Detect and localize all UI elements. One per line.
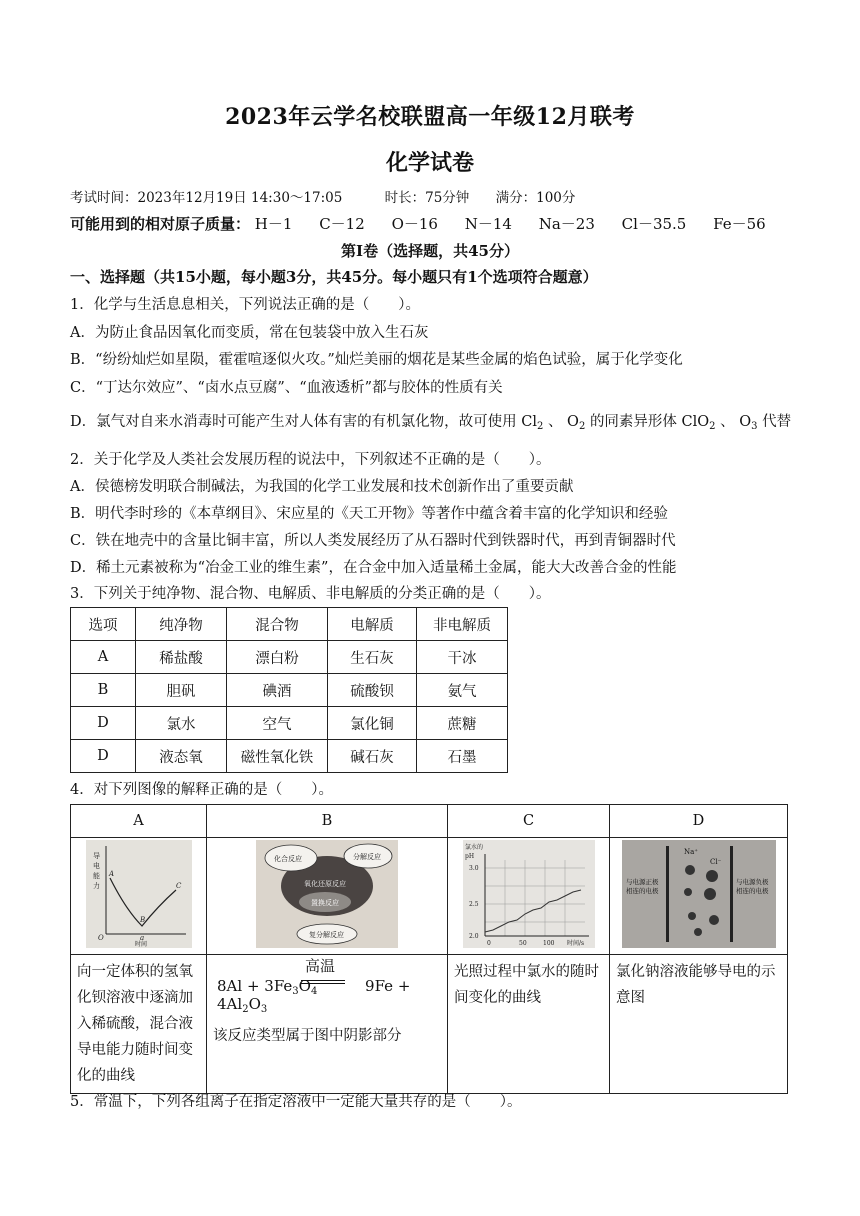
chlorine-water-ph-figure bbox=[463, 840, 595, 948]
mass-na: Na－23 bbox=[538, 215, 595, 233]
image-row bbox=[71, 838, 788, 955]
image-table bbox=[70, 804, 788, 1094]
mass-h: H－1 bbox=[254, 215, 293, 233]
mass-n: N－14 bbox=[464, 215, 512, 233]
table-cell: 石墨 bbox=[417, 740, 508, 773]
fig-a-label-a: A bbox=[108, 870, 114, 878]
mass-o: O－16 bbox=[391, 215, 438, 233]
fig-a-label-a-tick: a bbox=[139, 934, 144, 942]
fig-d-na-label: Na⁺ bbox=[683, 848, 698, 856]
table-header-cell: 电解质 bbox=[328, 608, 417, 641]
q2-option-b: B．明代李时珍的《本草纲目》、宋应星的《天工开物》等著作中蕴含着丰富的化学知识和经验 bbox=[70, 506, 668, 522]
fig-a-xlabel: 时间 bbox=[134, 941, 147, 948]
table-cell: 液态氧 bbox=[136, 740, 227, 773]
atomic-masses-label: 可能用到的相对原子质量： bbox=[70, 215, 251, 233]
fig-d-cl-ion bbox=[706, 870, 718, 882]
table-row bbox=[71, 740, 508, 773]
fig-d-right-label-1: 与电源负极 bbox=[735, 878, 768, 886]
mass-cl: Cl－35.5 bbox=[621, 215, 687, 233]
exam-duration: 时长：75分钟 bbox=[384, 190, 470, 206]
fig-b-label-decomposition: 分解反应 bbox=[353, 853, 381, 861]
q2-option-c: C．铁在地壳中的含量比铜丰富，所以人类发展经历了从石器时代到铁器时代，再到青铜器时代 bbox=[70, 533, 676, 549]
caption-b-note: 该反应类型属于图中阴影部分 bbox=[213, 1028, 402, 1044]
fig-b-label-double-displacement: 复分解反应 bbox=[309, 931, 344, 939]
table-cell: 磁性氧化铁 bbox=[227, 740, 328, 773]
condition-high-temp: 高温 bbox=[305, 957, 336, 975]
fig-a-ylabel-3: 能 bbox=[92, 872, 100, 880]
fig-c-ytick: 2.0 bbox=[468, 933, 479, 940]
table-cell: 胆矾 bbox=[136, 674, 227, 707]
table-cell: 空气 bbox=[227, 707, 328, 740]
fig-a-label-c: C bbox=[175, 882, 181, 890]
exam-time: 考试时间：2023年12月19日 14:30～17:05 bbox=[70, 190, 343, 206]
exam-title: 2023年云学名校联盟高一年级12月联考 bbox=[225, 104, 635, 130]
fig-d-left-label-2: 相连的电极 bbox=[625, 887, 658, 895]
caption-b-equation: 高温 $8Al + 3Fe_3O_4$ $9Fe + 4Al_2O_3$ bbox=[217, 957, 411, 1015]
fig-d-cl-ion bbox=[704, 888, 716, 900]
col-header-b: B bbox=[207, 805, 448, 838]
table-cell: 漂白粉 bbox=[227, 641, 328, 674]
atomic-masses bbox=[70, 214, 800, 234]
col-header-c: C bbox=[448, 805, 610, 838]
caption-row bbox=[71, 955, 788, 1094]
q1-option-d: D．氯气对自来水消毒时可能产生对人体有害的有机氯化物，故可使用 $Cl_2$ 、 $O_2$ 的同素异形体 ClO$_2$ 、 $O_3$ 代替 bbox=[70, 414, 792, 432]
fig-d-na-ion bbox=[688, 912, 696, 920]
electrolysis-figure bbox=[622, 840, 776, 948]
table-cell: B bbox=[71, 674, 136, 707]
q5-stem: 5．常温下，下列各组离子在指定溶液中一定能大量共存的是（ ）。 bbox=[70, 1094, 522, 1110]
part-title: 第Ⅰ卷（选择题，共45分） bbox=[341, 242, 519, 260]
fig-a-ylabel-4: 力 bbox=[92, 882, 100, 890]
table-header-cell: 非电解质 bbox=[417, 608, 508, 641]
fig-a-label-b: B bbox=[139, 916, 145, 924]
table-cell: 氯化铜 bbox=[328, 707, 417, 740]
fig-c-xtick: 时间/s bbox=[566, 940, 584, 947]
fig-c-xtick: 50 bbox=[518, 940, 527, 947]
table-cell: 蔗糖 bbox=[417, 707, 508, 740]
mass-fe: Fe－56 bbox=[713, 215, 766, 233]
table-cell: 碱石灰 bbox=[328, 740, 417, 773]
fig-b-label-redox: 氧化还原反应 bbox=[304, 880, 346, 888]
col-header-a: A bbox=[71, 805, 207, 838]
caption-c: 光照过程中氯水的随时间变化的曲线 bbox=[454, 964, 599, 1006]
q4-stem: 4．对下列图像的解释正确的是（ ）。 bbox=[70, 782, 333, 798]
q1-stem: 1．化学与生活息息相关，下列说法正确的是（ ）。 bbox=[70, 297, 420, 313]
mass-c: C－12 bbox=[319, 215, 365, 233]
table-header-cell: 选项 bbox=[71, 608, 136, 641]
table-cell: 干冰 bbox=[417, 641, 508, 674]
fig-d-cl-label: Cl⁻ bbox=[709, 858, 721, 866]
q2-option-a: A．侯德榜发明联合制碱法，为我国的化学工业发展和技术创新作出了重要贡献 bbox=[70, 479, 574, 495]
table-cell: 碘酒 bbox=[227, 674, 328, 707]
table-row bbox=[71, 674, 508, 707]
fig-b-label-displacement: 置换反应 bbox=[311, 899, 339, 907]
fig-c-ylabel-2: pH bbox=[464, 853, 474, 860]
fig-c-xtick: 0 bbox=[486, 940, 491, 947]
fig-c-ytick: 3.0 bbox=[468, 865, 479, 872]
caption-a: 向一定体积的氢氧化钡溶液中逐滴加入稀硫酸，混合液导电能力随时间变化的曲线 bbox=[77, 964, 193, 1084]
fig-b-label-combination: 化合反应 bbox=[274, 855, 302, 863]
col-header-d: D bbox=[610, 805, 788, 838]
image-table-header bbox=[71, 805, 788, 838]
fig-c-xtick: 100 bbox=[542, 940, 554, 947]
fig-a-ylabel-2: 电 bbox=[92, 862, 100, 870]
table-cell: 稀盐酸 bbox=[136, 641, 227, 674]
caption-d: 氯化钠溶液能够导电的示意图 bbox=[616, 964, 776, 1006]
fig-d-right-label-2: 相连的电极 bbox=[735, 887, 768, 895]
table-cell: 硫酸钡 bbox=[328, 674, 417, 707]
table-header-cell: 纯净物 bbox=[136, 608, 227, 641]
exam-subtitle: 化学试卷 bbox=[385, 150, 474, 176]
q3-stem: 3．下列关于纯净物、混合物、电解质、非电解质的分类正确的是（ ）。 bbox=[70, 586, 551, 602]
classification-table bbox=[70, 607, 508, 773]
fig-a-ylabel-1: 导 bbox=[92, 852, 100, 860]
q1-option-b: B．“纷纷灿烂如星陨，霍霍喧逐似火攻。”灿烂美丽的烟花是某些金属的焰色试验，属于化学变化 bbox=[70, 352, 683, 368]
table-row bbox=[71, 707, 508, 740]
fig-d-na-ion bbox=[694, 928, 702, 936]
fig-d-na-ion bbox=[684, 888, 692, 896]
fig-c-ylabel-1: 氯水的 bbox=[464, 844, 483, 851]
table-cell: D bbox=[71, 707, 136, 740]
exam-info bbox=[70, 188, 800, 208]
fig-d-left-label-1: 与电源正极 bbox=[625, 878, 658, 886]
exam-full-score: 满分：100分 bbox=[495, 190, 576, 206]
table-cell: D bbox=[71, 740, 136, 773]
q2-stem: 2．关于化学及人类社会发展历程的说法中，下列叙述不正确的是（ ）。 bbox=[70, 452, 551, 468]
table-cell: A bbox=[71, 641, 136, 674]
fig-d-cl-ion bbox=[709, 915, 719, 925]
table-cell: 氨气 bbox=[417, 674, 508, 707]
q1-option-a: A．为防止食品因氧化而变质，常在包装袋中放入生石灰 bbox=[70, 325, 429, 341]
fig-a-label-o: O bbox=[97, 934, 104, 942]
section-heading: 一、选择题（共15小题，每小题3分，共45分。每小题只有1个选项符合题意） bbox=[70, 268, 598, 286]
fig-d-na-ion bbox=[685, 865, 695, 875]
fig-c-ytick: 2.5 bbox=[468, 901, 479, 908]
reaction-types-figure bbox=[256, 840, 398, 948]
q2-option-d: D．稀土元素被称为“冶金工业的维生素”，在合金中加入适量稀土金属，能大大改善合金的性能 bbox=[70, 560, 677, 576]
table-row bbox=[71, 641, 508, 674]
q1-option-c: C．“丁达尔效应”、“卤水点豆腐”、“血液透析”都与胶体的性质有关 bbox=[70, 380, 503, 396]
table-cell: 氯水 bbox=[136, 707, 227, 740]
conductivity-curve-figure bbox=[86, 840, 192, 948]
table-header-row bbox=[71, 608, 508, 641]
table-header-cell: 混合物 bbox=[227, 608, 328, 641]
table-cell: 生石灰 bbox=[328, 641, 417, 674]
